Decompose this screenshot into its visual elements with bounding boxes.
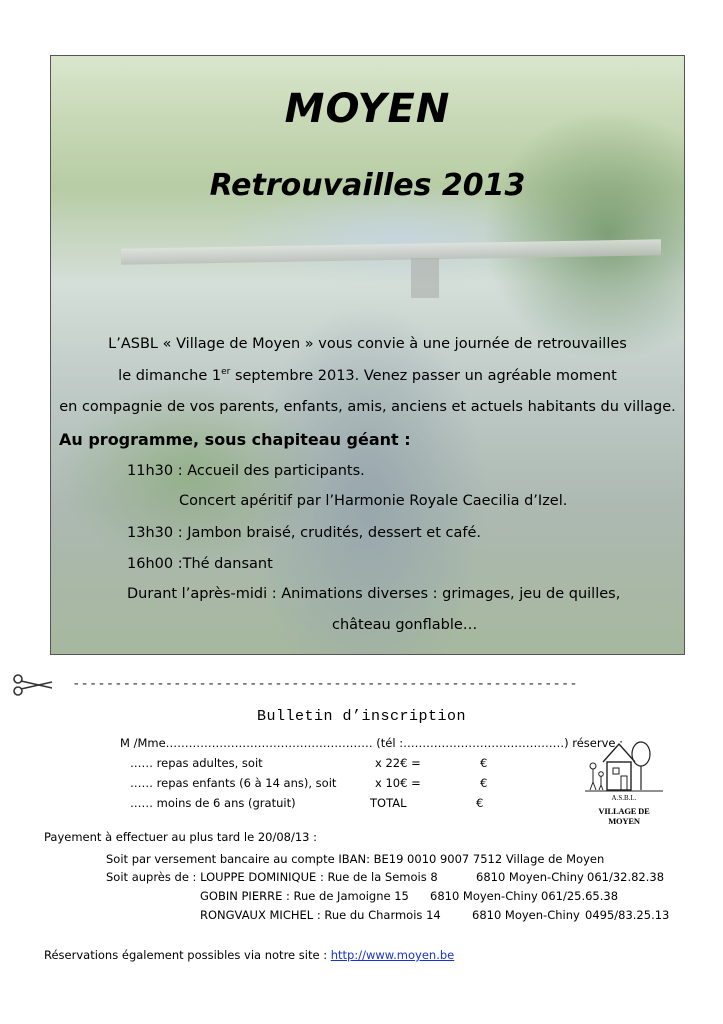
row-unit: € xyxy=(480,776,488,790)
website-link[interactable]: http://www.moyen.be xyxy=(330,948,455,962)
contact-phone: 061/25.65.38 xyxy=(541,889,619,903)
program-item: 13h30 : Jambon braisé, crudités, dessert et café. xyxy=(127,525,481,541)
contact-name: RONGVAUX MICHEL : Rue du Charmois 14 xyxy=(200,908,441,922)
intro-line-2: le dimanche 1er septembre 2013. Venez passer un agréable moment xyxy=(118,367,617,384)
program-item: château gonflable… xyxy=(332,617,478,633)
logo-village-text: VILLAGE DE MOYEN xyxy=(598,806,650,826)
intro-line-3: en compagnie de vos parents, enfants, amis, anciens et actuels habitants du village. xyxy=(59,399,676,415)
program-item: 11h30 : Accueil des participants. xyxy=(127,463,365,479)
cut-line: ------------------------------------------------------------ xyxy=(72,676,578,692)
name-phone-line: M /Mme……………………………………………… (tél :……………………………………) réserve : xyxy=(120,736,624,750)
contact-phone: 061/32.82.38 xyxy=(587,870,665,884)
contact-phone: 0495/83.25.13 xyxy=(585,908,670,922)
logo-asbl-text: A.S.B.L. xyxy=(611,794,637,802)
contact-city: 6810 Moyen-Chiny xyxy=(472,908,580,922)
contact-name: Soit auprès de : LOUPPE DOMINIQUE : Rue de la Semois 8 xyxy=(106,870,438,884)
poster-subtitle: Retrouvailles 2013 xyxy=(209,168,526,203)
row-label: …… repas enfants (6 à 14 ans), soit xyxy=(130,776,337,790)
program-heading: Au programme, sous chapiteau géant : xyxy=(59,430,411,449)
poster-photo xyxy=(50,55,685,655)
program-item: Durant l’après-midi : Animations diverses : grimages, jeu de quilles, xyxy=(127,586,621,602)
web-reservation-line: Réservations également possibles via notre site : http://www.moyen.be xyxy=(44,948,455,962)
bulletin-title: Bulletin d’inscription xyxy=(256,708,467,725)
row-price: TOTAL xyxy=(370,796,407,810)
program-item: 16h00 :Thé dansant xyxy=(127,556,273,572)
row-label: …… repas adultes, soit xyxy=(130,756,263,770)
contact-city: 6810 Moyen-Chiny xyxy=(430,889,538,903)
row-unit: € xyxy=(476,796,484,810)
payment-deadline: Payement à effectuer au plus tard le 20/08/13 : xyxy=(44,830,317,844)
house-family-logo xyxy=(583,736,665,794)
contact-city: 6810 Moyen-Chiny xyxy=(476,870,584,884)
intro-line-1: L’ASBL « Village de Moyen » vous convie à une journée de retrouvailles xyxy=(108,336,627,352)
asbl-logo xyxy=(583,736,665,826)
row-unit: € xyxy=(480,756,488,770)
poster-title: MOYEN xyxy=(284,86,451,132)
bank-details: Soit par versement bancaire au compte IBAN: BE19 0010 9007 7512 Village de Moyen xyxy=(106,852,605,866)
scissors-icon xyxy=(12,674,54,696)
contact-name: GOBIN PIERRE : Rue de Jamoigne 15 xyxy=(200,889,409,903)
row-price: x 22€ = xyxy=(375,756,421,770)
row-price: x 10€ = xyxy=(375,776,421,790)
row-label: …… moins de 6 ans (gratuit) xyxy=(130,796,296,810)
program-item: Concert apéritif par l’Harmonie Royale Caecilia d’Izel. xyxy=(179,493,568,509)
